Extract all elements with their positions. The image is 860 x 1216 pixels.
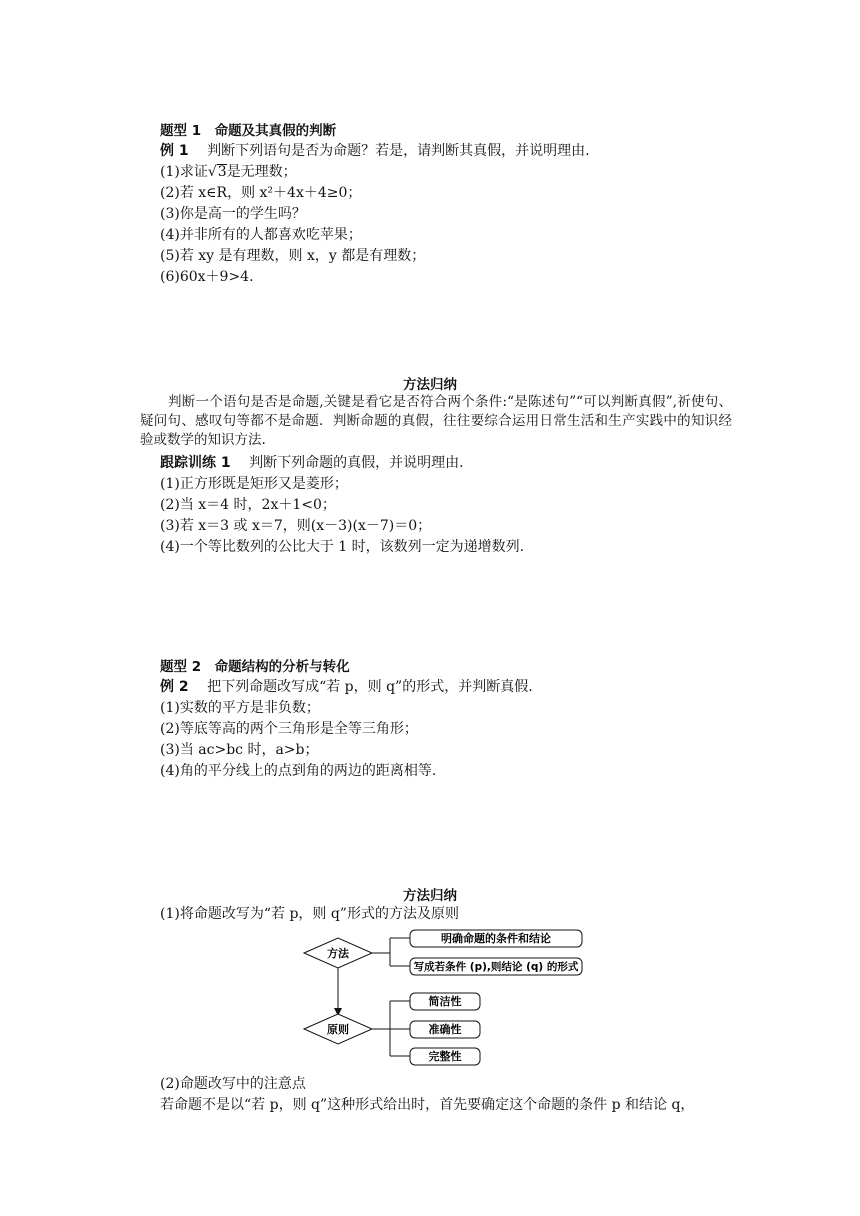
method2-point2-text: 若命题不是以“若 p，则 q”这种形式给出时，首先要确定这个命题的条件 p 和结论 q， [160,1097,695,1113]
example2-item-2: (2)等底等高的两个三角形是全等三角形； [160,721,418,737]
method-flowchart [300,926,590,1070]
principle-box-1-label: 简洁性 [428,995,462,1008]
example1-item-3: (3)你是高一的学生吗？ [160,206,306,222]
item-text: (1)求证 [160,164,208,180]
example2-prompt: 把下列命题改写成“若 p，则 q”的形式，并判断真假. [207,679,533,695]
method2-point1: (1)将命题改写为“若 p，则 q”形式的方法及原则 [160,906,459,922]
example1-item-6: (6)60x＋9>4. [160,269,254,285]
example1-item-4: (4)并非所有的人都喜欢吃苹果； [160,227,362,243]
principle-box-3-label: 完整性 [428,1050,462,1063]
practice1-item-3: (3)若 x＝3 或 x＝7，则(x－3)(x－7)＝0； [160,518,432,534]
method-box-1-label: 明确命题的条件和结论 [441,932,551,945]
section2-heading: 题型 2 命题结构的分析与转化 [160,659,350,675]
example2 [160,678,533,696]
practice1-item-1: (1)正方形既是矩形又是菱形； [160,476,348,492]
example1-item-5: (5)若 xy 是有理数，则 x，y 都是有理数； [160,248,426,264]
example2-label: 例 2 [160,679,189,695]
example1-item-1: (1)求证√3是无理数； [160,164,297,180]
method2-title: 方法归纳 [403,888,457,904]
example2-item-1: (1)实数的平方是非负数； [160,700,320,716]
method1-body: 判断一个语句是否是命题,关键是看它是否符合两个条件:“是陈述句”“可以判断真假”,祈使句、疑问句、感叹句等都不是命题．判断命题的真假，往往要综合运用日常生活和生产实践中的知识经验或数学的知识方法. [140,394,732,448]
principle-box-2-label: 准确性 [428,1023,462,1036]
example1-item-2: (2)若 x∈R，则 x²＋4x＋4≥0； [160,185,362,201]
practice1-prompt: 判断下列命题的真假，并说明理由. [249,455,464,471]
example1-prompt: 判断下列语句是否为命题？若是，请判断其真假，并说明理由. [207,143,590,159]
method-box-2-label: 写成若条件 (p),则结论 (q) 的形式 [413,961,579,973]
example2-item-4: (4)角的平分线上的点到角的两边的距离相等. [160,763,437,779]
example1 [160,142,590,160]
example1-label: 例 1 [160,143,189,159]
example2-item-3: (3)当 ac>bc 时，a>b； [160,742,319,758]
method-diamond-label: 方法 [327,947,349,960]
method2-point2: (2)命题改写中的注意点 [160,1076,306,1092]
principle-diamond-label: 原则 [327,1023,349,1036]
practice1-item-4: (4)一个等比数列的公比大于 1 时，该数列一定为递增数列. [160,539,525,555]
section1-heading: 题型 1 命题及其真假的判断 [160,123,337,139]
sqrt-radicand: 3 [217,164,227,180]
practice1 [160,454,464,472]
item-text: 是无理数； [226,164,297,180]
method1-title: 方法归纳 [403,377,457,393]
practice1-item-2: (2)当 x＝4 时，2x＋1<0； [160,497,336,513]
practice1-label: 跟踪训练 1 [160,455,231,471]
